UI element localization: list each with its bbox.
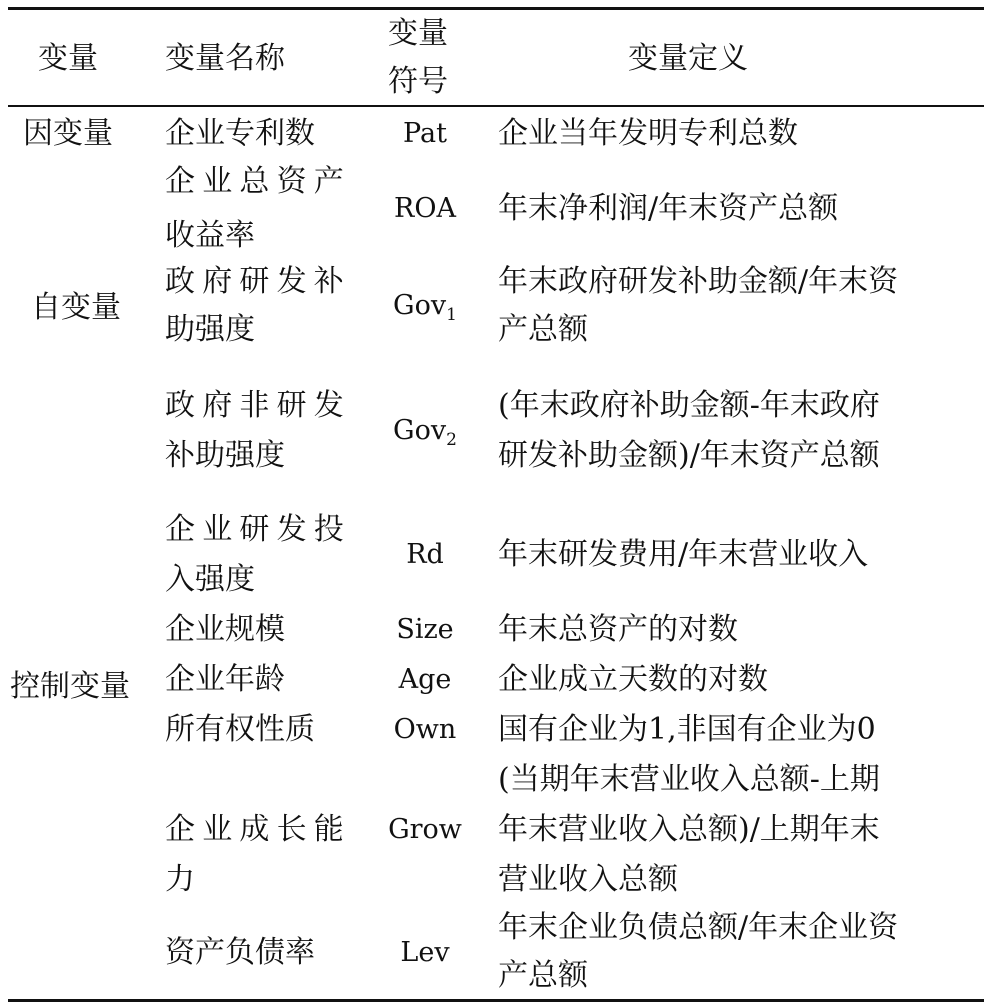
row-name: 企业总资产 <box>165 164 351 199</box>
row-definition: (当期年末营业收入总额-上期 <box>498 762 880 797</box>
row-name: 企业规模 <box>165 612 285 647</box>
row-name: 企业成长能 <box>165 812 351 847</box>
header-definition: 变量定义 <box>628 41 748 76</box>
header-symbol-line2: 符号 <box>388 64 448 99</box>
row-name: 所有权性质 <box>165 712 315 747</box>
row-name: 企业研发投 <box>165 512 351 547</box>
row-definition: 产总额 <box>498 958 588 993</box>
table-bottom-rule <box>8 999 984 1002</box>
header-symbol-line1: 变量 <box>388 16 448 51</box>
row-symbol: Rd <box>406 539 444 570</box>
category-independent: 自变量 <box>31 290 121 325</box>
row-definition: 年末净利润/年末资产总额 <box>498 191 839 226</box>
variable-definition-table <box>8 0 984 1008</box>
row-definition: 年末营业收入总额)/上期年末 <box>498 812 880 847</box>
row-name: 企业专利数 <box>165 116 315 151</box>
row-definition: 产总额 <box>498 312 588 347</box>
row-definition: 国有企业为1,非国有企业为0 <box>498 712 876 747</box>
row-symbol: Lev <box>400 937 450 968</box>
row-symbol: ROA <box>394 193 456 224</box>
row-definition: 年末研发费用/年末营业收入 <box>498 537 869 572</box>
header-name: 变量名称 <box>165 41 285 76</box>
row-definition: 企业当年发明专利总数 <box>498 116 798 151</box>
row-definition: 年末总资产的对数 <box>498 612 738 647</box>
row-name: 企业年龄 <box>165 662 285 697</box>
row-symbol: Gov$_1$ <box>393 290 457 325</box>
header-category: 变量 <box>38 41 98 76</box>
category-dependent: 因变量 <box>23 116 113 151</box>
row-name: 收益率 <box>165 218 255 253</box>
row-symbol: Gov$_2$ <box>393 415 457 450</box>
row-symbol: Pat <box>403 118 447 149</box>
row-symbol: Grow <box>388 814 462 845</box>
row-name: 政府非研发 <box>165 388 351 423</box>
row-name: 政府研发补 <box>165 264 351 299</box>
row-name: 补助强度 <box>165 438 285 473</box>
row-name: 资产负债率 <box>165 935 315 970</box>
row-name: 力 <box>165 862 195 897</box>
row-symbol: Size <box>396 614 454 645</box>
row-name: 助强度 <box>165 312 255 347</box>
row-definition: 年末政府研发补助金额/年末资 <box>498 264 899 299</box>
row-definition: 企业成立天数的对数 <box>498 662 768 697</box>
row-symbol: Own <box>393 714 457 745</box>
table-top-rule <box>8 7 984 10</box>
row-definition: (年末政府补助金额-年末政府 <box>498 388 880 423</box>
row-symbol: Age <box>398 664 452 695</box>
row-name: 入强度 <box>165 562 255 597</box>
category-control: 控制变量 <box>10 669 130 704</box>
row-definition: 年末企业负债总额/年末企业资 <box>498 910 899 945</box>
row-definition: 研发补助金额)/年末资产总额 <box>498 438 880 473</box>
row-definition: 营业收入总额 <box>498 862 678 897</box>
table-header-rule <box>8 105 984 107</box>
